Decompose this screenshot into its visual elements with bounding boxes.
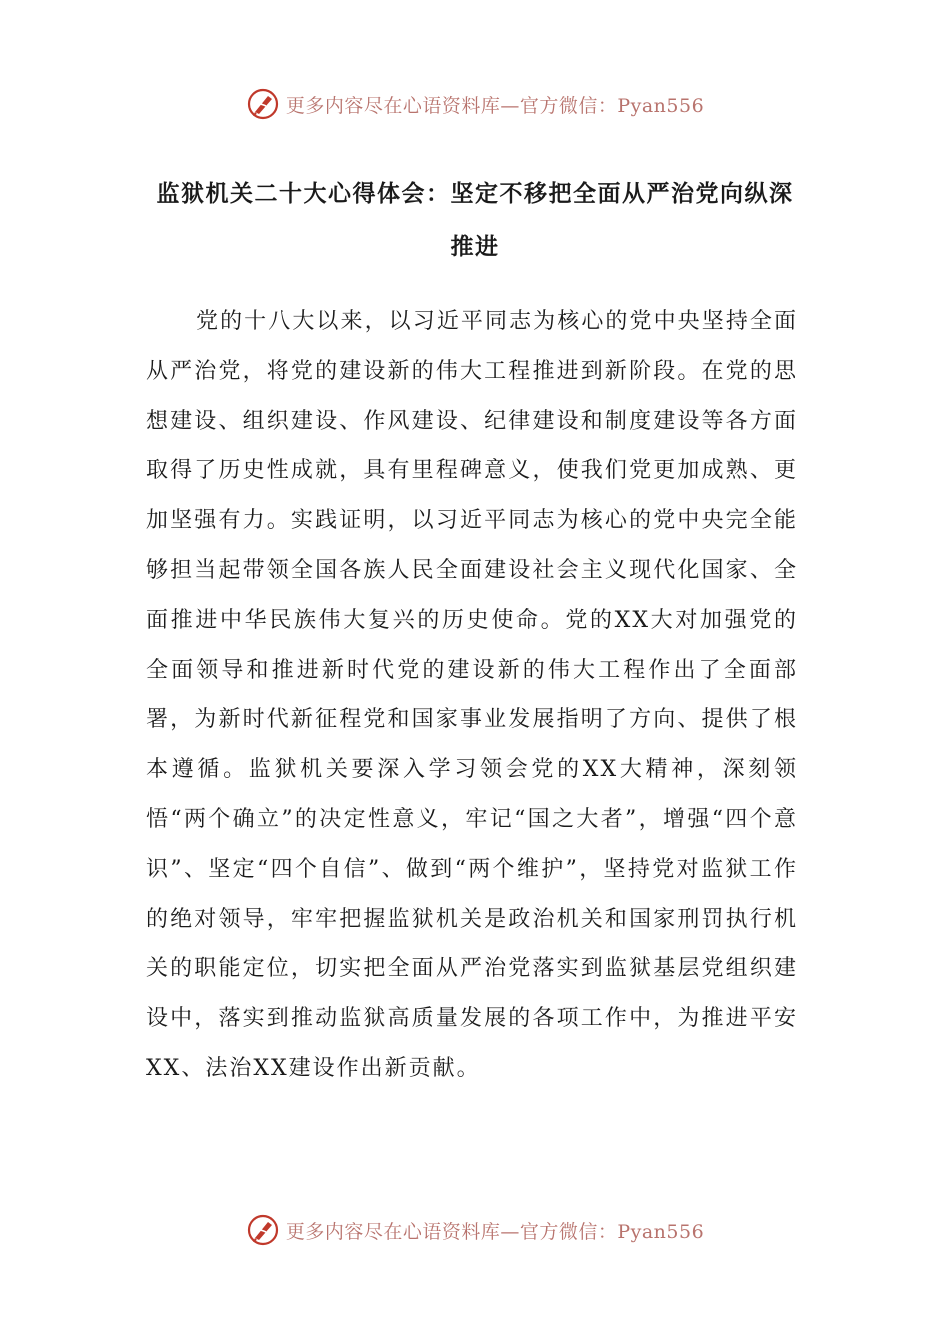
body-paragraph: 党的十八大以来，以习近平同志为核心的党中央坚持全面从严治党，将党的建设新的伟大工程推进到新阶段。在党的思想建设、组织建设、作风建设、纪律建设和制度建设等各方面取得了历史性成就，具有里程碑意义，使我们党更加成熟、更加坚强有力。实践证明，以习近平同志为核心的党中央完全能够担当起带领全国各族人民全面建设社会主义现代化国家、全面推进中华民族伟大复兴的历史使命。党的XX大对加强党的全面领导和推进新时代党的建设新的伟大工程作出了全面部署，为新时代新征程党和国家事业发展指明了方向、提供了根本遵循。监狱机关要深入学习领会党的XX大精神，深刻领悟“两个确立”的决定性意义，牢记“国之大者”，增强“四个意识”、坚定“四个自信”、做到“两个维护”，坚持党对监狱工作的绝对领导，牢牢把握监狱机关是政治机关和国家刑罚执行机关的职能定位，切实把全面从严治党落实到监狱基层党组织建设中，落实到推动监狱高质量发展的各项工作中，为推进平安XX、法治XX建设作出新贡献。 [146, 309, 798, 1081]
footer-banner [0, 1210, 950, 1250]
footer-banner-text: 更多内容尽在心语资料库—官方微信：Pyan556 [285, 1220, 705, 1243]
pen-circle-logo-icon [246, 1213, 280, 1247]
pen-circle-logo-icon [246, 87, 280, 121]
document-title: 监狱机关二十大心得体会：坚定不移把全面从严治党向纵深推进 [156, 181, 794, 260]
header-banner-content [246, 87, 704, 121]
header-banner [0, 84, 950, 124]
header-banner-text: 更多内容尽在心语资料库—官方微信：Pyan556 [285, 94, 705, 117]
footer-banner-content [246, 1213, 704, 1247]
